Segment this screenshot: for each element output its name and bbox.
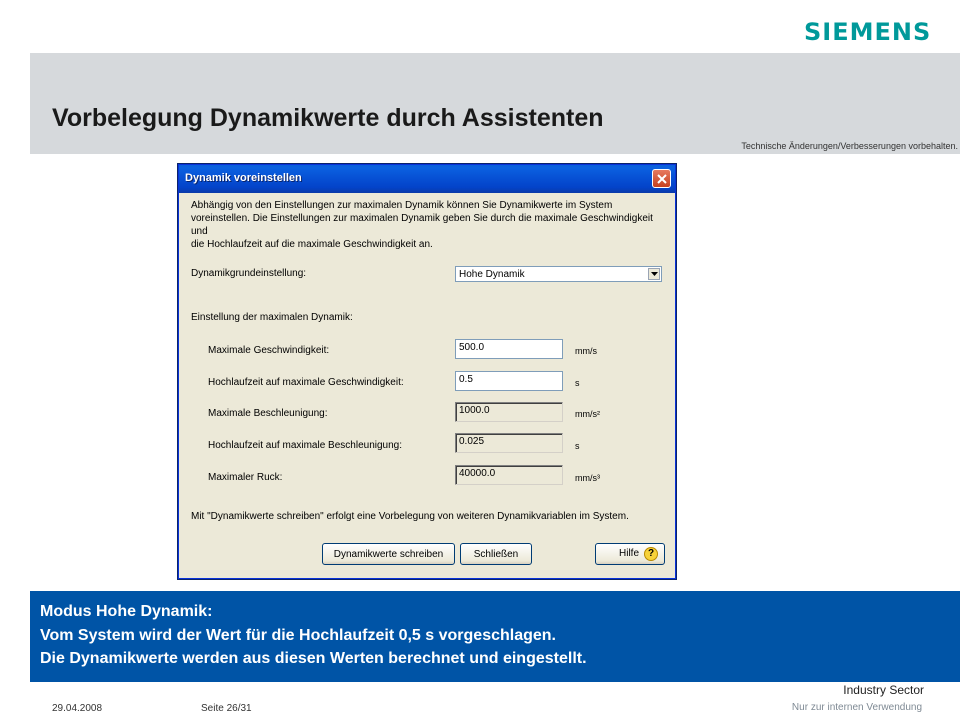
max-jerk-label: Maximaler Ruck: — [208, 472, 283, 483]
siemens-logo: SIEMENS — [804, 18, 932, 46]
max-acceleration-field — [455, 402, 563, 422]
ramp-time-acceleration-label: Hochlaufzeit auf maximale Beschleunigung: — [208, 440, 402, 451]
info-line-3: Die Dynamikwerte werden aus diesen Werten berechnet und eingestellt. — [40, 650, 587, 667]
max-speed-value: 500.0 — [459, 342, 485, 353]
ramp-time-speed-input[interactable] — [455, 371, 563, 391]
max-jerk-value: 40000.0 — [459, 468, 496, 479]
max-acceleration-unit: mm/s² — [575, 409, 600, 419]
help-button[interactable] — [595, 543, 665, 565]
max-jerk-field — [455, 465, 563, 485]
max-speed-label: Maximale Geschwindigkeit: — [208, 345, 330, 356]
footer-date: 29.04.2008 — [52, 703, 103, 714]
dialog-titlebar[interactable] — [179, 165, 675, 193]
ramp-time-speed-label: Hochlaufzeit auf maximale Geschwindigkeit: — [208, 377, 404, 388]
page-title: Vorbelegung Dynamikwerte durch Assistenten — [52, 104, 604, 132]
ramp-time-speed-value: 0.5 — [459, 374, 473, 385]
disclaimer-text: Technische Änderungen/Verbesserungen vorbehalten. — [741, 141, 958, 151]
ramp-time-speed-unit: s — [575, 378, 580, 388]
help-button-label: Hilfe — [619, 548, 640, 559]
base-setting-select[interactable] — [455, 266, 662, 282]
dialog-title: Dynamik voreinstellen — [185, 172, 302, 184]
info-line-2: Vom System wird der Wert für die Hochlaufzeit 0,5 s vorgeschlagen. — [40, 627, 556, 644]
dynamics-preset-dialog — [178, 164, 676, 579]
max-acceleration-label: Maximale Beschleunigung: — [208, 408, 328, 419]
dropdown-button[interactable] — [648, 268, 660, 280]
chevron-down-icon — [651, 272, 658, 276]
footer-page-number: Seite 26/31 — [201, 703, 252, 714]
help-icon: ? — [644, 547, 658, 561]
ramp-time-acceleration-unit: s — [575, 441, 580, 451]
max-speed-unit: mm/s — [575, 346, 597, 356]
base-setting-value: Hohe Dynamik — [459, 269, 525, 280]
footer-sector: Industry Sector — [843, 683, 924, 697]
ramp-time-acceleration-value: 0.025 — [459, 436, 485, 447]
base-setting-label: Dynamikgrundeinstellung: — [191, 268, 307, 279]
info-line-1: Modus Hohe Dynamik: — [40, 603, 213, 620]
max-speed-input[interactable] — [455, 339, 563, 359]
ramp-time-acceleration-field — [455, 433, 563, 453]
close-button[interactable] — [652, 169, 671, 188]
max-acceleration-value: 1000.0 — [459, 405, 490, 416]
footer-classification: Nur zur internen Verwendung — [791, 702, 922, 713]
close-dialog-button[interactable]: Schließen — [460, 543, 532, 565]
info-banner — [30, 591, 960, 682]
max-jerk-unit: mm/s³ — [575, 473, 600, 483]
max-dynamics-section-label: Einstellung der maximalen Dynamik: — [191, 312, 353, 323]
dialog-description: Abhängig von den Einstellungen zur maximalen Dynamik können Sie Dynamikwerte im System voreinstellen. Die Einstellungen zur maximalen Dynamik geben Sie durch die maximale Geschwindigkeit und die Hochlaufzeit auf die maximale Geschwindigkeit an. — [191, 200, 653, 250]
dialog-note: Mit "Dynamikwerte schreiben" erfolgt eine Vorbelegung von weiteren Dynamikvariablen im System. — [191, 511, 629, 522]
close-icon — [657, 174, 667, 184]
write-dynamics-button[interactable]: Dynamikwerte schreiben — [322, 543, 455, 565]
